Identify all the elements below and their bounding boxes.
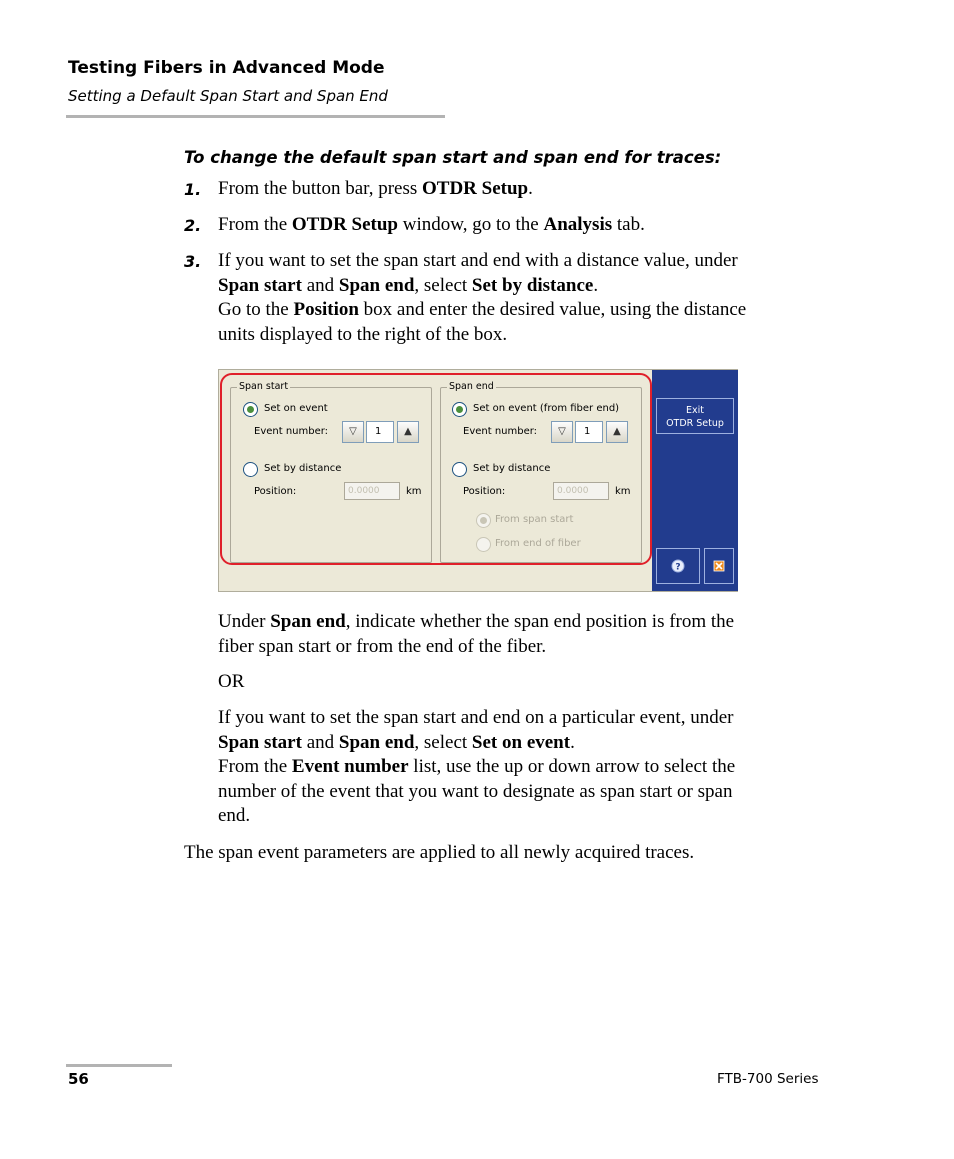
span-start-unit-label: km [406, 486, 422, 497]
running-header-title: Testing Fibers in Advanced Mode [68, 58, 385, 78]
span-end-set-on-event-label: Set on event (from fiber end) [473, 403, 620, 414]
exit-label: Exit [686, 405, 704, 416]
help-button[interactable] [656, 548, 700, 584]
step-1-number: 1. [184, 180, 202, 199]
span-start-label: Span start [239, 381, 289, 392]
otdr-setup-label: OTDR Setup [666, 418, 724, 429]
event-instructions: If you want to set the span start and end on a particular event, under Span start and Span end, select Set on event. From the Event number list, use the up or down arrow to select the number of the event that you want to designate as span start or span end. [218, 707, 736, 826]
product-series: FTB-700 Series [717, 1071, 819, 1087]
svg-text:?: ? [675, 562, 681, 573]
closing-paragraph: The span event parameters are applied to all newly acquired traces. [184, 842, 695, 863]
footer-rule [66, 1064, 172, 1067]
or-separator: OR [218, 671, 245, 692]
from-span-start-label: From span start [495, 514, 574, 525]
span-start-event-number-label: Event number: [254, 426, 329, 437]
header-rule [66, 115, 445, 118]
span-end-event-number-field[interactable]: 1 [575, 421, 603, 443]
span-start-set-on-event-label: Set on event [264, 403, 328, 414]
close-icon [705, 549, 733, 583]
step-2-text: From the OTDR Setup window, go to the Analysis tab. [218, 214, 645, 235]
span-end-decrement-button[interactable]: ▽ [551, 421, 573, 443]
close-button[interactable] [704, 548, 734, 584]
span-start-position-input[interactable]: 0.0000 [344, 482, 400, 500]
help-icon [657, 549, 699, 583]
span-end-position-input[interactable]: 0.0000 [553, 482, 609, 500]
exit-otdr-setup-button[interactable] [656, 398, 734, 434]
from-end-of-fiber-label: From end of fiber [495, 538, 581, 549]
span-end-unit-label: km [615, 486, 631, 497]
step-1-text: From the button bar, press OTDR Setup. [218, 178, 533, 199]
span-end-position-label: Position: [463, 486, 506, 497]
step-3-text: If you want to set the span start and end with a distance value, under Span start and Span end, select Set by distance. Go to the Position box and enter the desired value, using the distance units displayed to the right of the box. [218, 250, 747, 345]
span-start-event-number-field[interactable]: 1 [366, 421, 394, 443]
span-start-position-label: Position: [254, 486, 297, 497]
span-end-set-by-distance-label: Set by distance [473, 463, 551, 474]
span-end-event-number-label: Event number: [463, 426, 538, 437]
span-end-label: Span end [449, 381, 494, 392]
span-start-set-by-distance-label: Set by distance [264, 463, 342, 474]
span-start-increment-button[interactable]: ▲ [397, 421, 419, 443]
span-end-note: Under Span end, indicate whether the span end position is from the fiber span start or from the end of the fiber. [218, 611, 735, 657]
span-start-decrement-button[interactable]: ▽ [342, 421, 364, 443]
running-header-subtitle: Setting a Default Span Start and Span End [68, 87, 388, 105]
span-end-increment-button[interactable]: ▲ [606, 421, 628, 443]
side-button-panel [652, 370, 738, 591]
page-number: 56 [68, 1070, 89, 1088]
procedure-title: To change the default span start and span end for traces: [184, 148, 722, 167]
highlight-outline [220, 373, 652, 565]
otdr-setup-screenshot [218, 369, 738, 592]
step-3-number: 3. [184, 252, 202, 271]
step-2-number: 2. [184, 216, 202, 235]
